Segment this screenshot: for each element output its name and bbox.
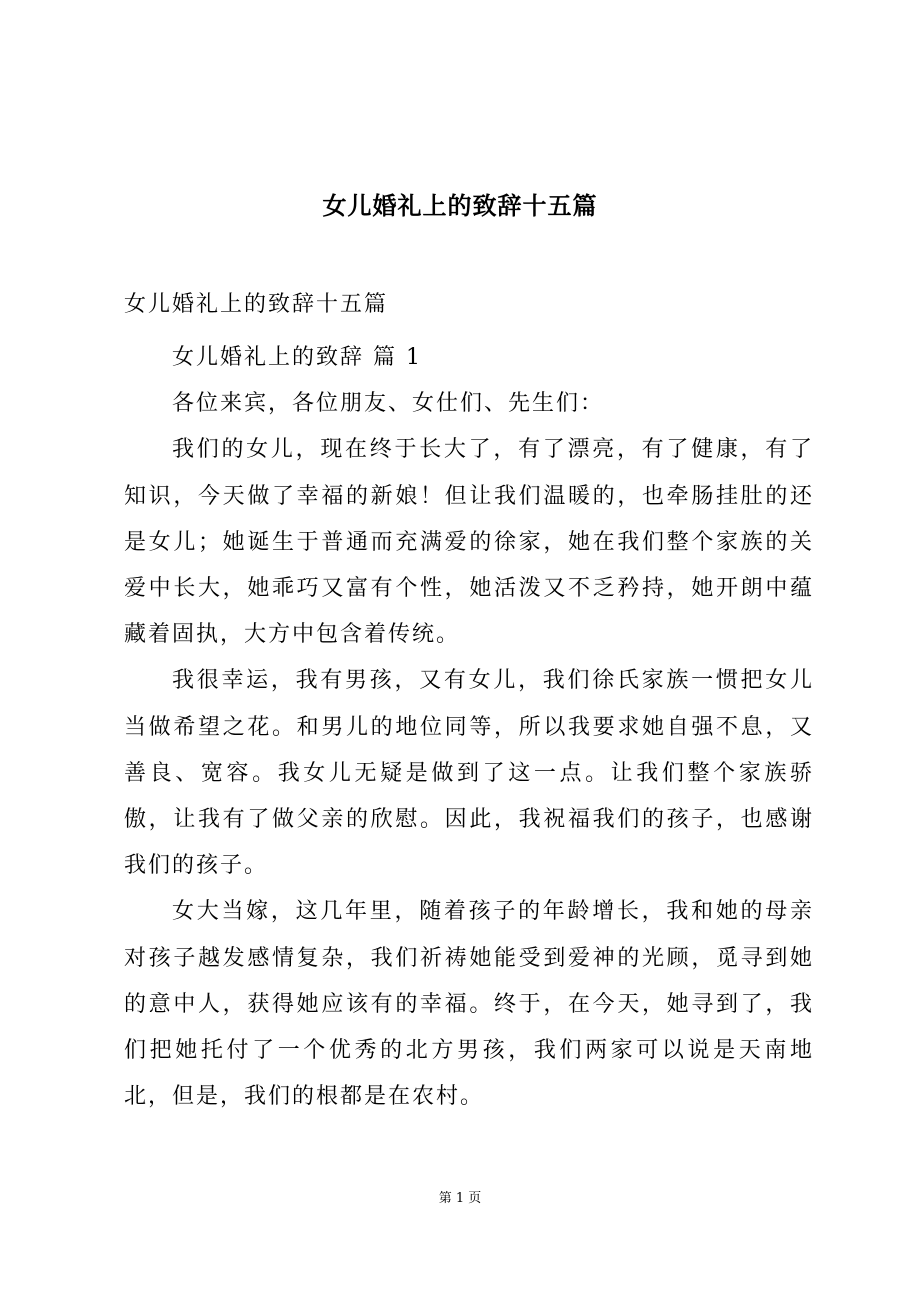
document-body bbox=[124, 335, 814, 1120]
body-paragraph: 女大当嫁，这几年里，随着孩子的年龄增长，我和她的母亲对孩子越发感情复杂，我们祈祷她能受到爱神的光顾，觅寻到她的意中人，获得她应该有的幸福。终于，在今天，她寻到了，我们把她托付了一个优秀的北方男孩，我们两家可以说是天南地北，但是，我们的根都是在农村。 bbox=[124, 899, 814, 1110]
document-title: 女儿婚礼上的致辞十五篇 bbox=[322, 191, 598, 220]
body-paragraph: 我很幸运，我有男孩，又有女儿，我们徐氏家族一惯把女儿当做希望之花。和男儿的地位同等，所以我要求她自强不息，又善良、宽容。我女儿无疑是做到了这一点。让我们整个家族骄傲，让我有了做父亲的欣慰。因此，我祝福我们的孩子，也感谢我们的孩子。 bbox=[124, 668, 814, 879]
body-paragraph: 我们的女儿，现在终于长大了，有了漂亮，有了健康，有了知识，今天做了幸福的新娘！但让我们温暖的，也牵肠挂肚的还是女儿；她诞生于普通而充满爱的徐家，她在我们整个家族的关爱中长大，她乖巧又富有个性，她活泼又不乏矜持，她开朗中蕴藏着固执，大方中包含着传统。 bbox=[124, 437, 814, 648]
greeting-paragraph: 各位来宾，各位朋友、女仕们、先生们： bbox=[172, 391, 605, 417]
section-heading: 女儿婚礼上的致辞 篇 1 bbox=[172, 345, 422, 370]
document-subtitle: 女儿婚礼上的致辞十五篇 bbox=[124, 292, 389, 317]
page-number: 第 1 页 bbox=[438, 1191, 482, 1206]
